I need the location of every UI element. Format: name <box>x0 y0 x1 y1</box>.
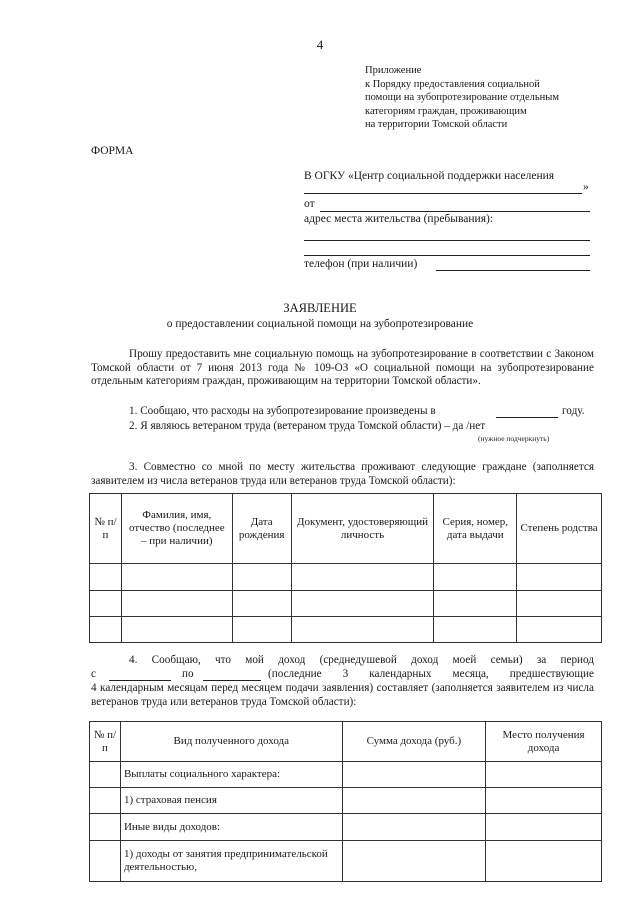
period-from-field[interactable] <box>109 680 171 681</box>
income-table <box>89 721 602 882</box>
from-field[interactable] <box>320 211 590 212</box>
table-cell[interactable] <box>232 591 291 617</box>
table-row <box>90 591 602 617</box>
table-row <box>90 788 602 814</box>
address-label: адрес места жительства (пребывания): <box>304 213 494 225</box>
table-cell[interactable] <box>232 564 291 591</box>
table-cell[interactable] <box>291 591 434 617</box>
address-field-line-1[interactable] <box>304 240 590 241</box>
income-type-cell: 1) доходы от занятия предпринимательской деятельностью, <box>120 841 342 882</box>
table-header-row <box>90 494 602 564</box>
header-relation: Степень родства <box>517 494 602 564</box>
table-cell[interactable] <box>486 841 602 882</box>
header-document: Документ, удостоверяющий личность <box>291 494 434 564</box>
item4-line1: 4. Сообщаю, что мой доход (среднедушевой доход моей семьи) за период <box>129 654 594 666</box>
appendix-note <box>365 64 625 132</box>
table-cell[interactable] <box>486 814 602 841</box>
table-cell[interactable] <box>121 617 232 643</box>
table-cell[interactable] <box>90 841 121 882</box>
period-to-field[interactable] <box>203 680 261 681</box>
header-income-sum: Сумма дохода (руб.) <box>342 722 486 762</box>
closing-quote: » <box>583 181 589 193</box>
table-row <box>90 762 602 788</box>
addressee-to: В ОГКУ «Центр социальной поддержки населения <box>304 170 555 182</box>
table-cell[interactable] <box>517 591 602 617</box>
header-num: № п/п <box>90 494 122 564</box>
appendix-line: к Порядку предоставления социальной <box>365 78 540 90</box>
table-cell[interactable] <box>232 617 291 643</box>
form-label: ФОРМА <box>91 145 134 157</box>
table-row <box>90 564 602 591</box>
table-cell[interactable] <box>434 564 517 591</box>
header-income-type: Вид полученного дохода <box>120 722 342 762</box>
item1-text: 1. Сообщаю, что расходы на зубопротезирование произведены в <box>129 405 436 417</box>
header-name: Фамилия, имя, отчество (последнее – при наличии) <box>121 494 232 564</box>
household-table <box>89 493 602 643</box>
table-cell[interactable] <box>121 564 232 591</box>
addressee-line[interactable] <box>304 193 582 194</box>
item4-rest: 4 календарным месяцам перед месяцем подачи заявления) составляет (заполняется заявителем из числа ветеранов труда или ветеранов труда Томской области): <box>91 682 594 708</box>
table-row <box>90 841 602 882</box>
item2-text: 2. Я являюсь ветераном труда (ветераном труда Томской области) – да /нет <box>129 420 486 432</box>
table-cell[interactable] <box>342 814 486 841</box>
intro-paragraph: Прошу предоставить мне социальную помощь на зубопротезирование в соответствии с Законом Томской области от 7 июня 2013 года № 109-ОЗ «О социальной помощи на зубопротезирование отдельным категориям граждан, проживающим на территории Томской области». <box>91 348 594 388</box>
table-cell[interactable] <box>90 814 121 841</box>
table-cell[interactable] <box>517 617 602 643</box>
document-subtitle: о предоставлении социальной помощи на зубопротезирование <box>166 318 474 330</box>
income-type-cell: Выплаты социального характера: <box>120 762 342 788</box>
document-title: ЗАЯВЛЕНИЕ <box>283 301 357 315</box>
table-cell[interactable] <box>434 591 517 617</box>
appendix-line: на территории Томской области <box>365 119 508 130</box>
income-type-cell: Иные виды доходов: <box>120 814 342 841</box>
table-cell[interactable] <box>291 564 434 591</box>
appendix-line: помощи на зубопротезирование отдельным <box>365 92 559 103</box>
appendix-line: категориям граждан, проживающим <box>365 105 527 117</box>
table-cell[interactable] <box>342 788 486 814</box>
appendix-line: Приложение <box>365 65 422 76</box>
table-header-row <box>90 722 602 762</box>
header-income-place: Место получения дохода <box>486 722 602 762</box>
table-cell[interactable] <box>90 762 121 788</box>
item4-po-label: по <box>182 668 194 680</box>
table-cell[interactable] <box>486 762 602 788</box>
table-cell[interactable] <box>517 564 602 591</box>
phone-label: телефон (при наличии) <box>304 258 418 270</box>
address-field-line-2[interactable] <box>304 255 590 256</box>
header-birthdate: Дата рождения <box>232 494 291 564</box>
item4-line2: (последние 3 календарных месяца, предшествующие <box>268 668 594 680</box>
table-cell[interactable] <box>90 617 122 643</box>
table-cell[interactable] <box>90 591 122 617</box>
table-cell[interactable] <box>434 617 517 643</box>
income-type-cell: 1) страховая пенсия <box>120 788 342 814</box>
table-cell[interactable] <box>291 617 434 643</box>
table-row <box>90 617 602 643</box>
phone-field[interactable] <box>436 270 590 271</box>
item4-c-label: с <box>91 668 96 680</box>
table-cell[interactable] <box>90 564 122 591</box>
table-cell[interactable] <box>342 841 486 882</box>
page-number: 4 <box>316 37 324 52</box>
table-cell[interactable] <box>121 591 232 617</box>
item1-after: году. <box>562 405 585 417</box>
table-row <box>90 814 602 841</box>
item3-paragraph: 3. Совместно со мной по месту жительства проживают следующие граждане (заполняется заявителем из числа ветеранов труда или ветеранов труда Томской области): <box>91 461 594 487</box>
header-num: № п/п <box>90 722 121 762</box>
year-field[interactable] <box>496 417 558 418</box>
from-label: от <box>304 198 315 210</box>
table-cell[interactable] <box>90 788 121 814</box>
table-cell[interactable] <box>486 788 602 814</box>
item2-note: (нужное подчеркнуть) <box>478 434 550 443</box>
header-series: Серия, номер, дата выдачи <box>434 494 517 564</box>
table-cell[interactable] <box>342 762 486 788</box>
